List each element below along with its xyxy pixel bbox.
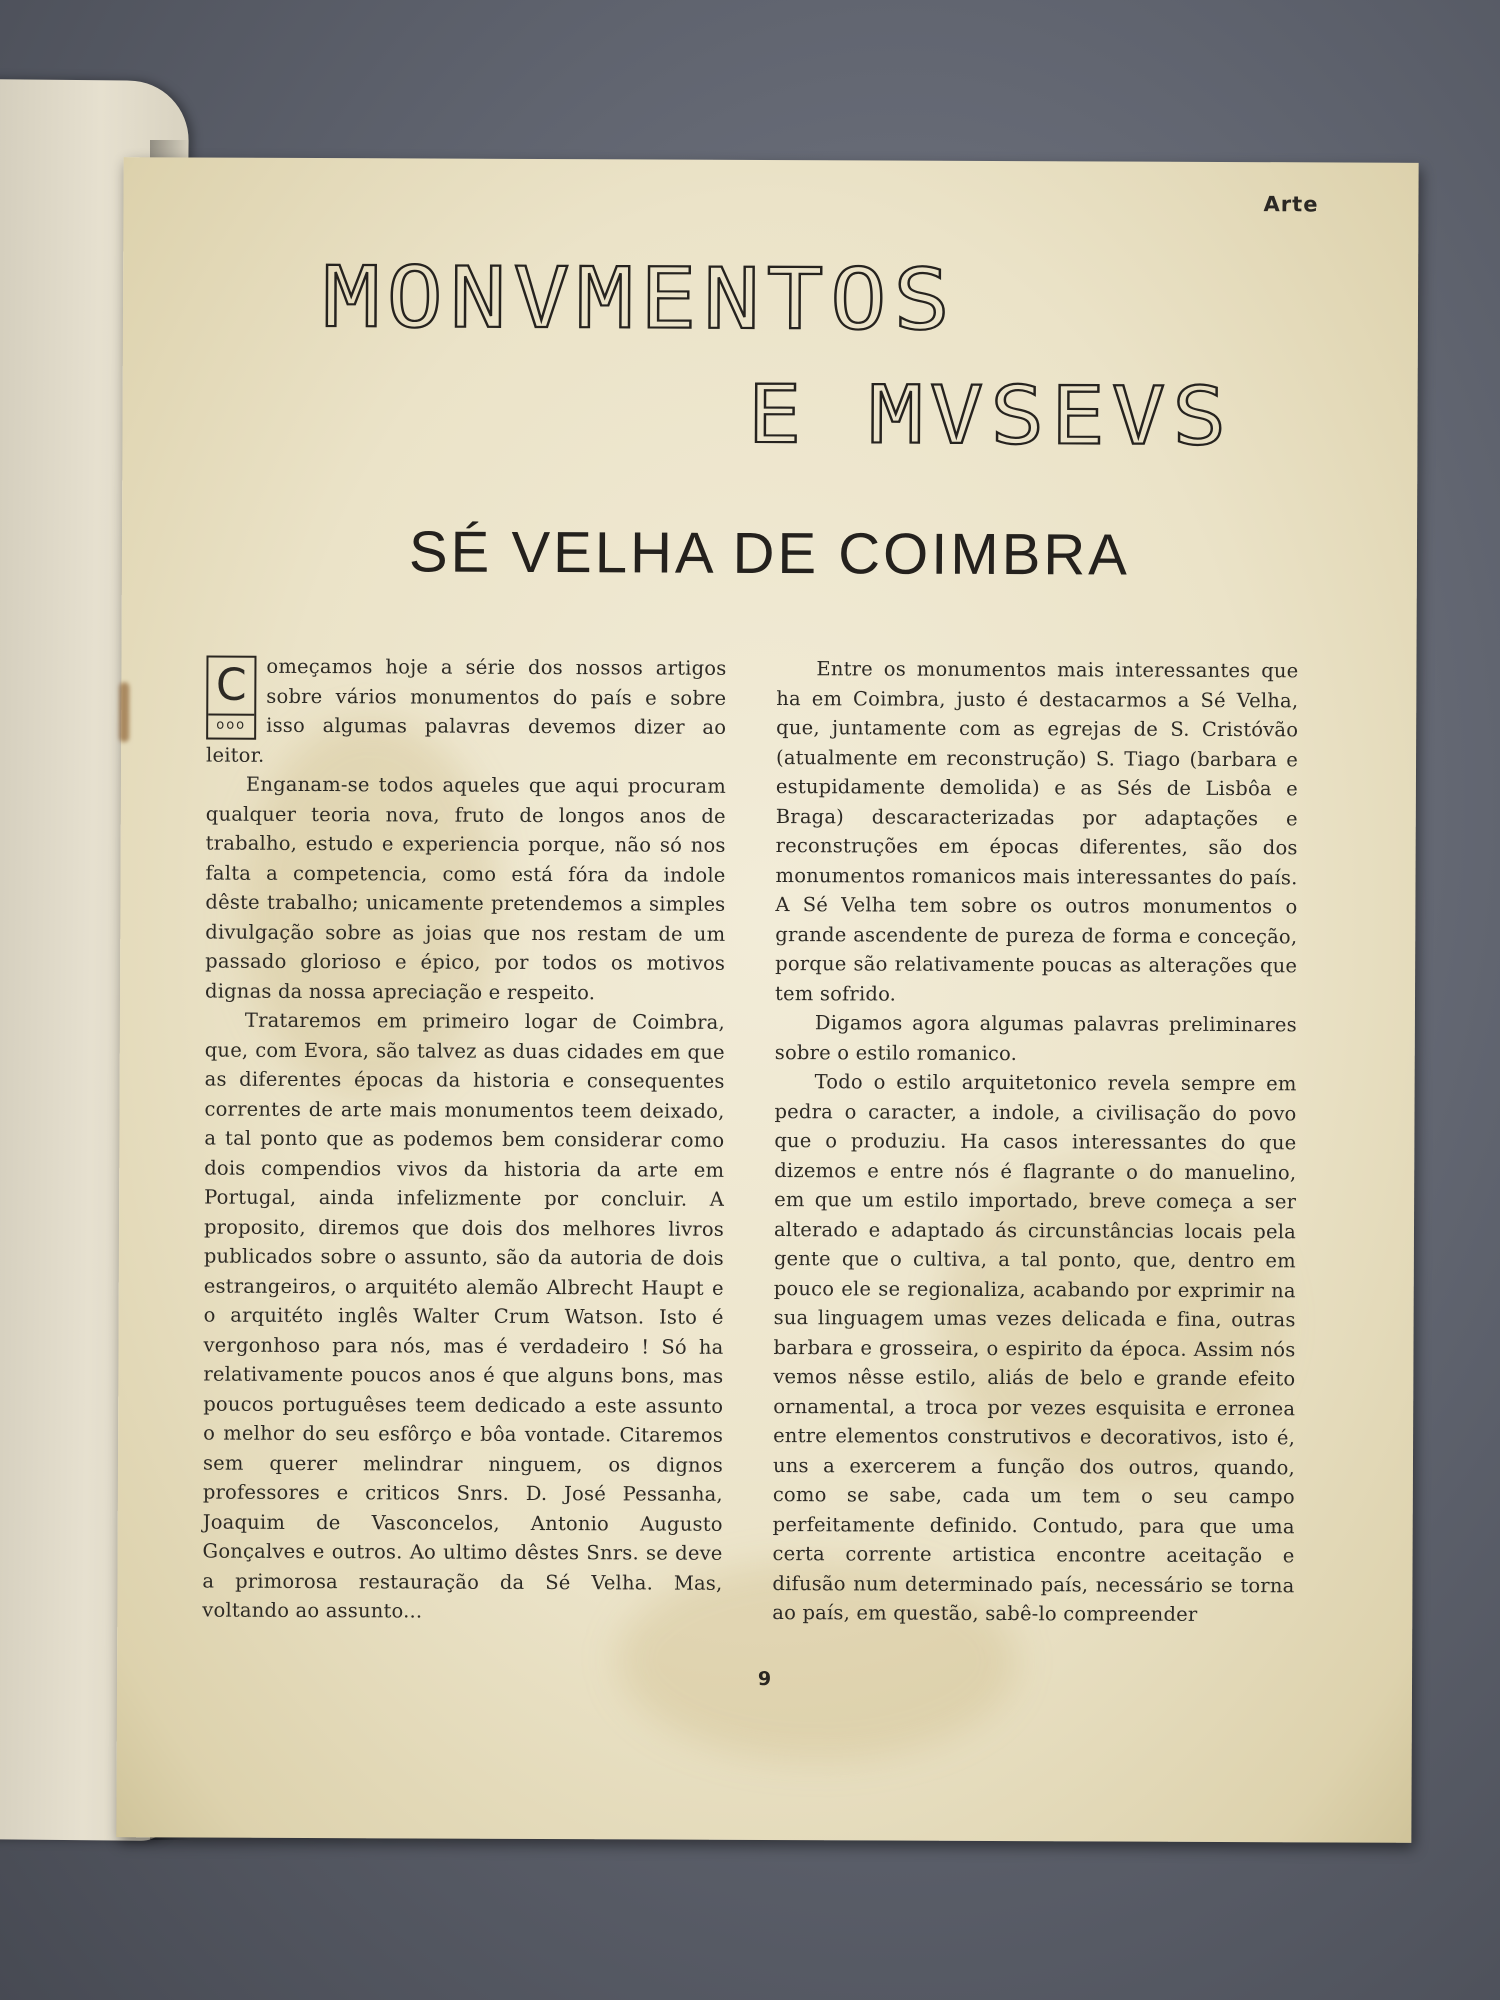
page-number: 9 — [757, 1667, 772, 1691]
article-title: SÉ VELHA DE COIMBRA — [408, 519, 1131, 588]
decorative-title-line-1: MONVMENTOS — [322, 248, 957, 349]
right-column — [772, 654, 1298, 1630]
decorative-title-line-2: E MVSEVS — [747, 367, 1234, 464]
left-column — [202, 652, 726, 1628]
section-label: Arte — [1263, 192, 1319, 217]
paragraph: Entre os monumentos mais interessantes que ha em Coimbra, justo é destacarmos a Sé Velha, que, juntamente com as egrejas de S. Cristóvão (atualmente em reconstrução) S. Tiago (barbara e estupidamente demolida) e as Sés de Lisbôa e Braga) descaracterizadas por adaptações e reconstruções em épocas diferentes, são dos monumentos romanicos mais interessantes do país. A Sé Velha tem sobre os outros monumentos o grande ascendente de pureza de forma e conceção, porque são relativamente poucas as alterações que tem sofrido. — [774, 657, 1299, 1006]
paragraph: Todo o estilo arquitetonico revela sempre em pedra o caracter, a indole, a civilisação do povo que o produziu. Ha casos interessantes do que dizemos e entre nós é flagrante o do manuelino, em que um estilo importado, breve começa a ser alterado e adaptado ás circunstâncias locais pela gente que o cultiva, a tal ponto, que, dentro em pouco ele se regionaliza, acabando por exprimir na sua linguagem umas vezes delicada e fina, outras barbara e grosseira, o espirito da época. Assim nós vemos nêsse estilo, aliás de belo e grande efeito ornamental, a troca por vezes esquisita e erronea entre elementos construtivos e decorativos, isto é, uns a exercerem a função dos outros, quando, como se sabe, cada um tem o seu campo perfeitamente definido. Contudo, para que uma certa corrente artistica encontre aceitação e difusão num determinado país, necessário se torna ao país, em questão, sabê-lo compreender — [772, 1070, 1297, 1626]
paragraph: omeçamos hoje a série dos nossos artigos sobre vários monumentos do país e sobre isso algumas palavras devemos dizer ao leitor. — [206, 654, 727, 767]
paragraph: Enganam-se todos aqueles que aqui procuram qualquer teoria nova, fruto de longos anos de trabalho, estudo e experiencia porque, não só nos falta a competencia, como está fóra da indole dêste trabalho; unicamente pretendemos a simples divulgação sobre as joias que nos restam de um passado glorioso e épico, por todos os motivos dignas da nossa apreciação e respeito. — [204, 772, 726, 1004]
paragraph: Trataremos em primeiro logar de Coimbra, que, com Evora, são talvez as duas cidades em que as diferentes épocas da historia e consequentes correntes de arte mais monumentos teem deixado, a tal ponto que as podemos bem considerar como dois compendios vivos da historia da arte em Portugal, ainda infelizmente por concluir. A proposito, diremos que dois dos melhores livros publicados sobre o assunto, são da autoria de dois estrangeiros, o arquitéto alemão Albrecht Haupt e o arquitéto inglês Walter Crum Watson. Isto é vergonhoso para nós, mas é verdadeiro ! Só ha relativamente poucos anos é que alguns bons, mas poucos portuguêses teem dedicado a este assunto o melhor do seu esfôrço e bôa vontade. Citaremos sem querer melindrar ninguem, os dignos professores e criticos Snrs. D. José Pessanha, Joaquim de Vasconcelos, Antonio Augusto Gonçalves e outros. Ao ultimo dêstes Snrs. se deve a primorosa restauração da Sé Velha. Mas, voltando ao assunto... — [202, 1008, 725, 1623]
drop-cap-ornament: ooo — [208, 714, 254, 738]
rust-mark — [119, 682, 129, 742]
drop-cap-letter: C — [215, 659, 247, 711]
drop-cap — [206, 656, 256, 740]
paragraph: Digamos agora algumas palavras preliminares sobre o estilo romanico. — [774, 1011, 1297, 1065]
magazine-page — [116, 157, 1418, 1843]
